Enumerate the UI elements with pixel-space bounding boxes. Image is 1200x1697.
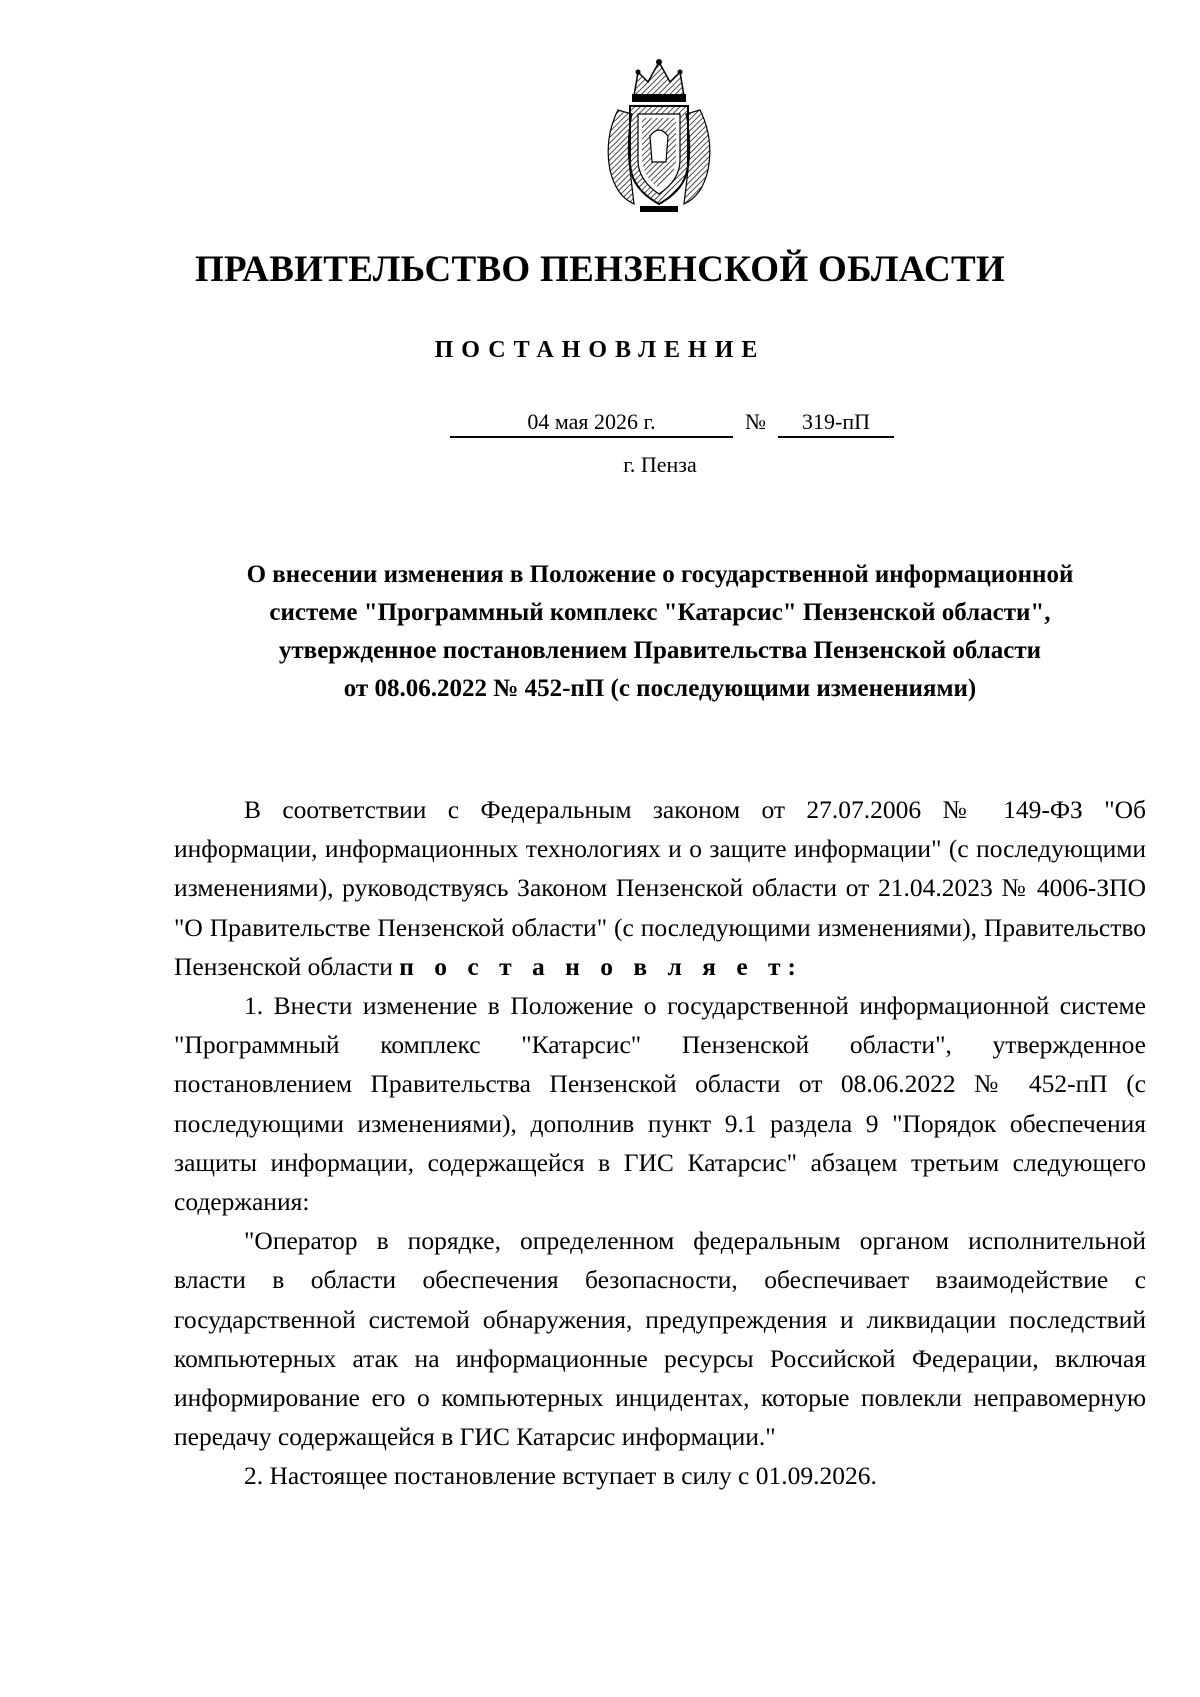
number-sign: № — [745, 409, 766, 434]
subject-line: утвержденное постановлением Правительства Пензенской области — [278, 637, 1042, 664]
subject-line: О внесении изменения в Положение о государственной информационной — [246, 561, 1074, 588]
quoted-paragraph: "Оператор в порядке, определенном федеральным органом исполнительной власти в области обеспечения безопасности, обеспечивает взаимодействие с государственной системой обнаружения, предупреждения и ликвидации последствий компьютерных атак на информационные ресурсы Российской Федерации, включая информирование его о компьютерных инцидентах, которые повлекли неправомерную передачу содержащейся в ГИС Катарсис информации." — [174, 1226, 1146, 1452]
preamble-paragraph — [174, 790, 1146, 986]
organization-title: ПРАВИТЕЛЬСТВО ПЕНЗЕНСКОЙ ОБЛАСТИ — [194, 249, 1006, 290]
resolves-word: п о с т а н о в л я е т: — [399, 951, 804, 981]
item-1-paragraph: 1. Внести изменение в Положение о государственной информационной системе "Программный комплекс "Катарсис" Пензенской области", утвержденное постановлением Правительства Пензенской области от 08.06.2022 № 452-пП (с последующими изменениями), дополнив пункт 9.1 раздела 9 "Порядок обеспечения защиты информации, содержащейся в ГИС Катарсис" абзацем третьим следующего содержания: — [174, 991, 1146, 1217]
document-date: 04 мая 2026 г. — [450, 410, 733, 438]
coat-of-arms-icon — [598, 58, 720, 214]
subject-line: системе "Программный комплекс "Катарсис" Пензенской области", — [269, 599, 1051, 626]
document-type-title: ПОСТАНОВЛЕНИЕ — [434, 337, 766, 363]
document-number: 319-пП — [778, 410, 894, 438]
document-body — [174, 790, 1146, 1496]
preamble-text: В соответствии с Федеральным законом от 27.07.2006 № 149-ФЗ "Об информации, информационных технологиях и о защите информации" (с последующими изменениями), руководствуясь Законом Пензенской области от 21.04.2023 № 4006-ЗПО "О Правительстве Пензенской области" (с последующими изменениями), Правительство Пензенской области — [174, 795, 1146, 981]
subject-line: от 08.06.2022 № 452-пП (с последующими изменениями) — [343, 675, 977, 702]
document-city: г. Пенза — [623, 452, 697, 477]
date-number-line — [0, 410, 1200, 440]
item-2-paragraph: 2. Настоящее постановление вступает в силу с 01.09.2026. — [244, 1461, 877, 1491]
document-subject — [170, 556, 1150, 708]
